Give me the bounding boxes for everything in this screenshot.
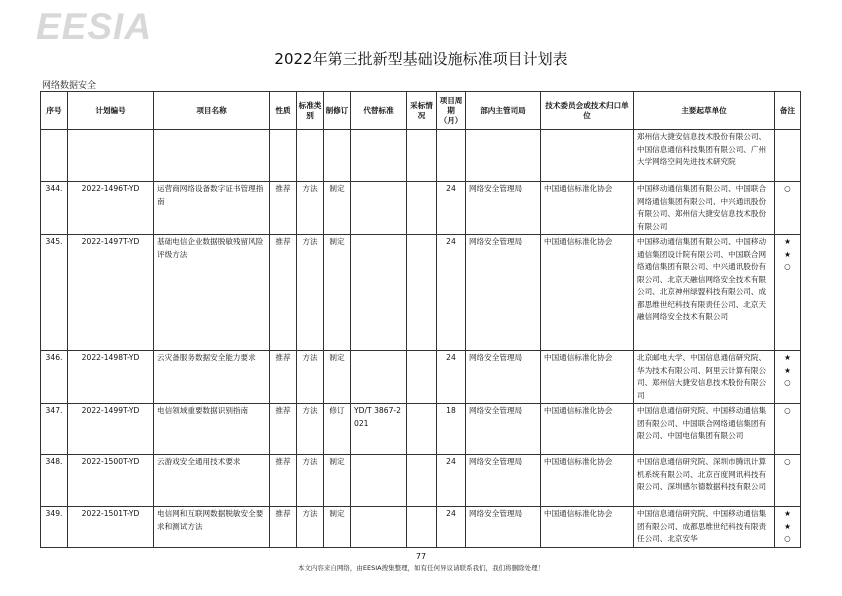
header-code: 计划编号: [68, 92, 154, 130]
row-no: 347.: [41, 404, 68, 455]
row-code: 2022-1499T-YD: [68, 404, 154, 455]
remark-mark: ★: [784, 509, 791, 518]
row-dept: [466, 130, 541, 182]
row-revise: 制定: [324, 235, 351, 351]
row-dept: 网络安全管理局: [466, 351, 541, 404]
row-dept: 网络安全管理局: [466, 455, 541, 507]
row-drafters: 郑州信大捷安信息技术股份有限公司、中国信息通信科技集团有限公司、广州大学网络空间先进技术研究院: [634, 130, 775, 182]
table-row: [41, 455, 801, 507]
header-no: 序号: [41, 92, 68, 130]
standards-plan-table: [40, 91, 801, 548]
row-drafters: 中国信息通信研究院、深圳市腾讯计算机系统有限公司、北京百度网讯科技有限公司、深圳感尔德数据科技有限公司: [634, 455, 775, 507]
row-no: 346.: [41, 351, 68, 404]
table-row: [41, 404, 801, 455]
row-remarks: [775, 507, 801, 548]
row-type: 方法: [297, 455, 324, 507]
row-type: 方法: [297, 351, 324, 404]
header-revise: 制修订: [324, 92, 351, 130]
row-committee: 中国通信标准化协会: [541, 182, 634, 235]
header-name: 项目名称: [154, 92, 270, 130]
page-number: 77: [415, 552, 427, 561]
header-dept: 部内主管司局: [466, 92, 541, 130]
row-nature: 推荐: [270, 182, 297, 235]
row-remarks: [775, 351, 801, 404]
row-nature: 推荐: [270, 507, 297, 548]
row-replace: [351, 130, 407, 182]
row-period: 24: [437, 507, 466, 548]
row-type: 方法: [297, 182, 324, 235]
row-replace: [351, 507, 407, 548]
row-replace: [351, 455, 407, 507]
row-revise: 制定: [324, 351, 351, 404]
row-drafters: 中国移动通信集团有限公司、中国联合网络通信集团有限公司、中兴通讯股份有限公司、郑州信大捷安信息技术股份有限公司: [634, 182, 775, 235]
row-adopt: [407, 507, 437, 548]
header-nature: 性质: [270, 92, 297, 130]
table-row: [41, 130, 801, 182]
row-revise: [324, 130, 351, 182]
row-period: 24: [437, 182, 466, 235]
row-nature: 推荐: [270, 455, 297, 507]
remark-mark: ○: [784, 534, 791, 543]
row-name: 电信网和互联网数据脱敏安全要求和测试方法: [154, 507, 270, 548]
row-committee: 中国通信标准化协会: [541, 455, 634, 507]
row-adopt: [407, 182, 437, 235]
row-committee: 中国通信标准化协会: [541, 235, 634, 351]
row-code: 2022-1497T-YD: [68, 235, 154, 351]
row-name: 云灾备服务数据安全能力要求: [154, 351, 270, 404]
row-replace: [351, 235, 407, 351]
row-adopt: [407, 404, 437, 455]
remark-mark: ★: [784, 521, 791, 531]
remark-mark: ★: [784, 353, 791, 362]
remark-mark: ○: [784, 378, 791, 387]
row-replace: [351, 351, 407, 404]
row-no: 344.: [41, 182, 68, 235]
remark-mark: ○: [784, 262, 791, 271]
row-adopt: [407, 235, 437, 351]
table-row: [41, 235, 801, 351]
row-code: 2022-1500T-YD: [68, 455, 154, 507]
row-dept: 网络安全管理局: [466, 404, 541, 455]
row-revise: 制定: [324, 182, 351, 235]
row-adopt: [407, 455, 437, 507]
row-remarks: [775, 455, 801, 507]
row-dept: 网络安全管理局: [466, 182, 541, 235]
table-row: [41, 182, 801, 235]
row-name: [154, 130, 270, 182]
row-period: 18: [437, 404, 466, 455]
remark-mark: ○: [784, 457, 791, 466]
row-revise: 修订: [324, 404, 351, 455]
remark-mark: ★: [784, 249, 791, 259]
header-replace: 代替标准: [351, 92, 407, 130]
remark-mark: ★: [784, 365, 791, 375]
row-committee: [541, 130, 634, 182]
row-nature: 推荐: [270, 351, 297, 404]
row-remarks: [775, 235, 801, 351]
row-type: 方法: [297, 507, 324, 548]
row-period: [437, 130, 466, 182]
row-type: 方法: [297, 235, 324, 351]
row-no: [41, 130, 68, 182]
row-no: 348.: [41, 455, 68, 507]
category-label: 网络数据安全: [42, 81, 97, 91]
remark-mark: ○: [784, 406, 791, 415]
row-type: 方法: [297, 404, 324, 455]
row-drafters: 中国移动通信集团有限公司、中国移动通信集团设计院有限公司、中国联合网络通信集团有限公司、中兴通讯股份有限公司、北京天融信网络安全技术有限公司、北京神州绿盟科技有限公司、成都思维世纪科技有限责任公司、北京天融信网络安全技术有限公司: [634, 235, 775, 351]
remark-mark: ○: [784, 184, 791, 193]
row-adopt: [407, 130, 437, 182]
row-period: 24: [437, 351, 466, 404]
row-dept: 网络安全管理局: [466, 507, 541, 548]
row-name: 运营商网络设备数字证书管理指南: [154, 182, 270, 235]
row-code: 2022-1496T-YD: [68, 182, 154, 235]
row-dept: 网络安全管理局: [466, 235, 541, 351]
table-row: [41, 351, 801, 404]
remark-mark: ★: [784, 237, 791, 246]
header-drafters: 主要起草单位: [634, 92, 775, 130]
row-replace: [351, 182, 407, 235]
row-drafters: 中国信息通信研究院、中国移动通信集团有限公司、中国联合网络通信集团有限公司、中国电信集团有限公司: [634, 404, 775, 455]
eesia-logo: EESIA: [36, 6, 153, 47]
row-adopt: [407, 351, 437, 404]
row-name: 基础电信企业数据脱敏残留风险评级方法: [154, 235, 270, 351]
row-remarks: [775, 182, 801, 235]
row-committee: 中国通信标准化协会: [541, 404, 634, 455]
row-committee: 中国通信标准化协会: [541, 351, 634, 404]
row-code: 2022-1501T-YD: [68, 507, 154, 548]
footer-note: 本文内容来自网络，由EESIA搜集整理，如有任何异议请联系我们，我们将删除处理！: [297, 564, 545, 572]
row-name: 电信领域重要数据识别指南: [154, 404, 270, 455]
table-row: [41, 507, 801, 548]
row-revise: 制定: [324, 455, 351, 507]
row-period: 24: [437, 235, 466, 351]
header-remarks: 备注: [775, 92, 801, 130]
row-nature: [270, 130, 297, 182]
row-code: [68, 130, 154, 182]
page-title: 2022年第三批新型基础设施标准项目计划表: [274, 50, 568, 68]
row-drafters: 中国信息通信研究院、中国移动通信集团有限公司、成都思维世纪科技有限责任公司、北京安华: [634, 507, 775, 548]
row-nature: 推荐: [270, 235, 297, 351]
row-nature: 推荐: [270, 404, 297, 455]
row-drafters: 北京邮电大学、中国信息通信研究院、华为技术有限公司、阿里云计算有限公司、郑州信大捷安信息技术股份有限公司: [634, 351, 775, 404]
row-period: 24: [437, 455, 466, 507]
header-type: 标准类别: [297, 92, 324, 130]
row-revise: 制定: [324, 507, 351, 548]
row-no: 349.: [41, 507, 68, 548]
row-remarks: [775, 404, 801, 455]
row-name: 云游戏安全通用技术要求: [154, 455, 270, 507]
table-header-row: [41, 92, 801, 130]
header-committee: 技术委员会或技术归口单位: [541, 92, 634, 130]
row-type: [297, 130, 324, 182]
row-committee: 中国通信标准化协会: [541, 507, 634, 548]
row-code: 2022-1498T-YD: [68, 351, 154, 404]
row-remarks: [775, 130, 801, 182]
header-adopt: 采标情况: [407, 92, 437, 130]
row-no: 345.: [41, 235, 68, 351]
header-period: 项目周期（月）: [437, 92, 466, 130]
row-replace: YD/T 3867-2021: [351, 404, 407, 455]
